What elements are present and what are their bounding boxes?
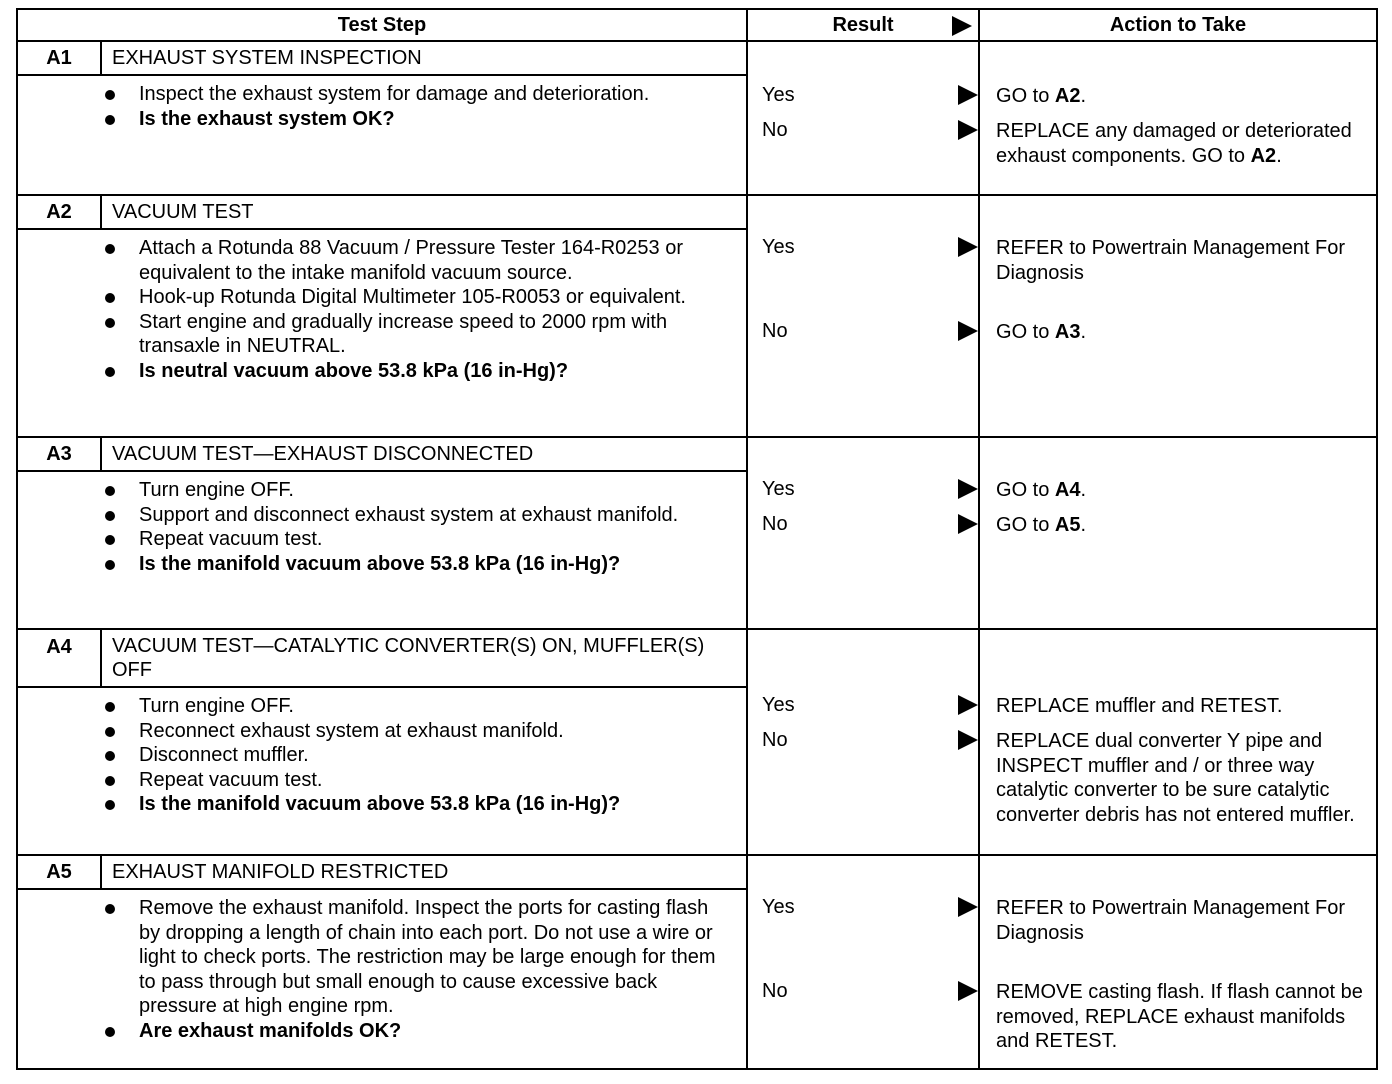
result-cell [747, 195, 979, 437]
step-item: Remove the exhaust manifold. Inspect the ports for casting flash by dropping a length of chain into each port. Do not use a wire or light to check ports. The restriction may be large enough for them to pass through but small enough to cause excessive back pressure at high engine rpm. [101, 896, 732, 1019]
arrow-right-icon [958, 85, 978, 105]
result-cell [747, 437, 979, 629]
arrow-right-icon [958, 695, 978, 715]
step-title-row [17, 855, 1377, 889]
action-yes: REFER to Powertrain Management For Diagnosis [996, 237, 1346, 284]
action-yes: GO to A4. [996, 479, 1087, 501]
header-action: Action to Take [979, 9, 1377, 41]
step-list [101, 82, 746, 131]
header-result-label: Result [832, 13, 894, 36]
result-cell [747, 629, 979, 855]
step-list [101, 478, 746, 576]
step-title-row [17, 41, 1377, 75]
result-yes: Yes [762, 896, 795, 919]
action-yes: REFER to Powertrain Management For Diagnosis [996, 897, 1346, 944]
step-title: VACUUM TEST—EXHAUST DISCONNECTED [101, 437, 747, 471]
arrow-right-icon [958, 897, 978, 917]
step-question: Are exhaust manifolds OK? [101, 1019, 732, 1044]
action-no: GO to A3. [996, 321, 1087, 343]
arrow-right-icon [952, 16, 972, 42]
table-header-row [17, 9, 1377, 41]
header-result [747, 9, 979, 41]
arrow-right-icon [958, 514, 978, 534]
step-list-cell [101, 889, 747, 1069]
result-yes: Yes [762, 478, 795, 501]
result-no: No [762, 513, 788, 536]
action-cell [979, 629, 1377, 855]
arrow-right-icon [958, 120, 978, 140]
arrow-right-icon [958, 981, 978, 1001]
step-item: Support and disconnect exhaust system at exhaust manifold. [101, 503, 732, 528]
action-no: REPLACE dual converter Y pipe and INSPECT muffler and / or three way catalytic converter to be sure catalytic converter debris has not entered muffler. [996, 730, 1355, 826]
step-list-cell [101, 229, 747, 437]
step-id: A4 [17, 629, 101, 687]
step-list-cell [101, 471, 747, 629]
step-title: VACUUM TEST—CATALYTIC CONVERTER(S) ON, MUFFLER(S) OFF [101, 629, 747, 687]
step-item: Turn engine OFF. [101, 694, 732, 719]
action-yes: REPLACE muffler and RETEST. [996, 695, 1283, 717]
action-no: GO to A5. [996, 514, 1087, 536]
step-item: Turn engine OFF. [101, 478, 732, 503]
step-id: A3 [17, 437, 101, 471]
result-yes: Yes [762, 236, 795, 259]
arrow-right-icon [958, 321, 978, 341]
arrow-right-icon [958, 237, 978, 257]
step-list [101, 694, 746, 817]
step-id: A5 [17, 855, 101, 889]
action-no: REPLACE any damaged or deteriorated exhaust components. GO to A2. [996, 120, 1352, 167]
action-cell [979, 855, 1377, 1069]
step-item: Reconnect exhaust system at exhaust manifold. [101, 719, 732, 744]
result-cell [747, 855, 979, 1069]
action-yes: GO to A2. [996, 85, 1087, 107]
result-no: No [762, 320, 788, 343]
action-cell [979, 437, 1377, 629]
step-title: EXHAUST SYSTEM INSPECTION [101, 41, 747, 75]
result-yes: Yes [762, 84, 795, 107]
step-list-cell [101, 687, 747, 855]
step-question: Is the manifold vacuum above 53.8 kPa (16 in-Hg)? [101, 792, 732, 817]
step-title-row [17, 195, 1377, 229]
arrow-right-icon [958, 730, 978, 750]
step-item: Repeat vacuum test. [101, 527, 732, 552]
step-item: Hook-up Rotunda Digital Multimeter 105-R0053 or equivalent. [101, 285, 732, 310]
step-title: EXHAUST MANIFOLD RESTRICTED [101, 855, 747, 889]
step-title: VACUUM TEST [101, 195, 747, 229]
step-item: Disconnect muffler. [101, 743, 732, 768]
result-no: No [762, 729, 788, 752]
step-id: A2 [17, 195, 101, 229]
step-question: Is the manifold vacuum above 53.8 kPa (16 in-Hg)? [101, 552, 732, 577]
action-cell [979, 195, 1377, 437]
diagnostic-table [16, 8, 1378, 1070]
arrow-right-icon [958, 479, 978, 499]
result-no: No [762, 980, 788, 1003]
step-question: Is the exhaust system OK? [101, 107, 732, 132]
step-list [101, 896, 746, 1043]
step-list-cell [101, 75, 747, 195]
step-item: Start engine and gradually increase speed to 2000 rpm with transaxle in NEUTRAL. [101, 310, 732, 359]
step-item: Repeat vacuum test. [101, 768, 732, 793]
step-id: A1 [17, 41, 101, 75]
step-item: Inspect the exhaust system for damage and deterioration. [101, 82, 732, 107]
step-list [101, 236, 746, 383]
result-no: No [762, 119, 788, 142]
action-cell [979, 41, 1377, 195]
step-title-row [17, 437, 1377, 471]
result-cell [747, 41, 979, 195]
action-no: REMOVE casting flash. If flash cannot be removed, REPLACE exhaust manifolds and RETEST. [996, 981, 1363, 1052]
result-yes: Yes [762, 694, 795, 717]
step-item: Attach a Rotunda 88 Vacuum / Pressure Tester 164-R0253 or equivalent to the intake manifold vacuum source. [101, 236, 732, 285]
header-test-step: Test Step [17, 9, 747, 41]
step-title-row [17, 629, 1377, 687]
step-question: Is neutral vacuum above 53.8 kPa (16 in-Hg)? [101, 359, 732, 384]
